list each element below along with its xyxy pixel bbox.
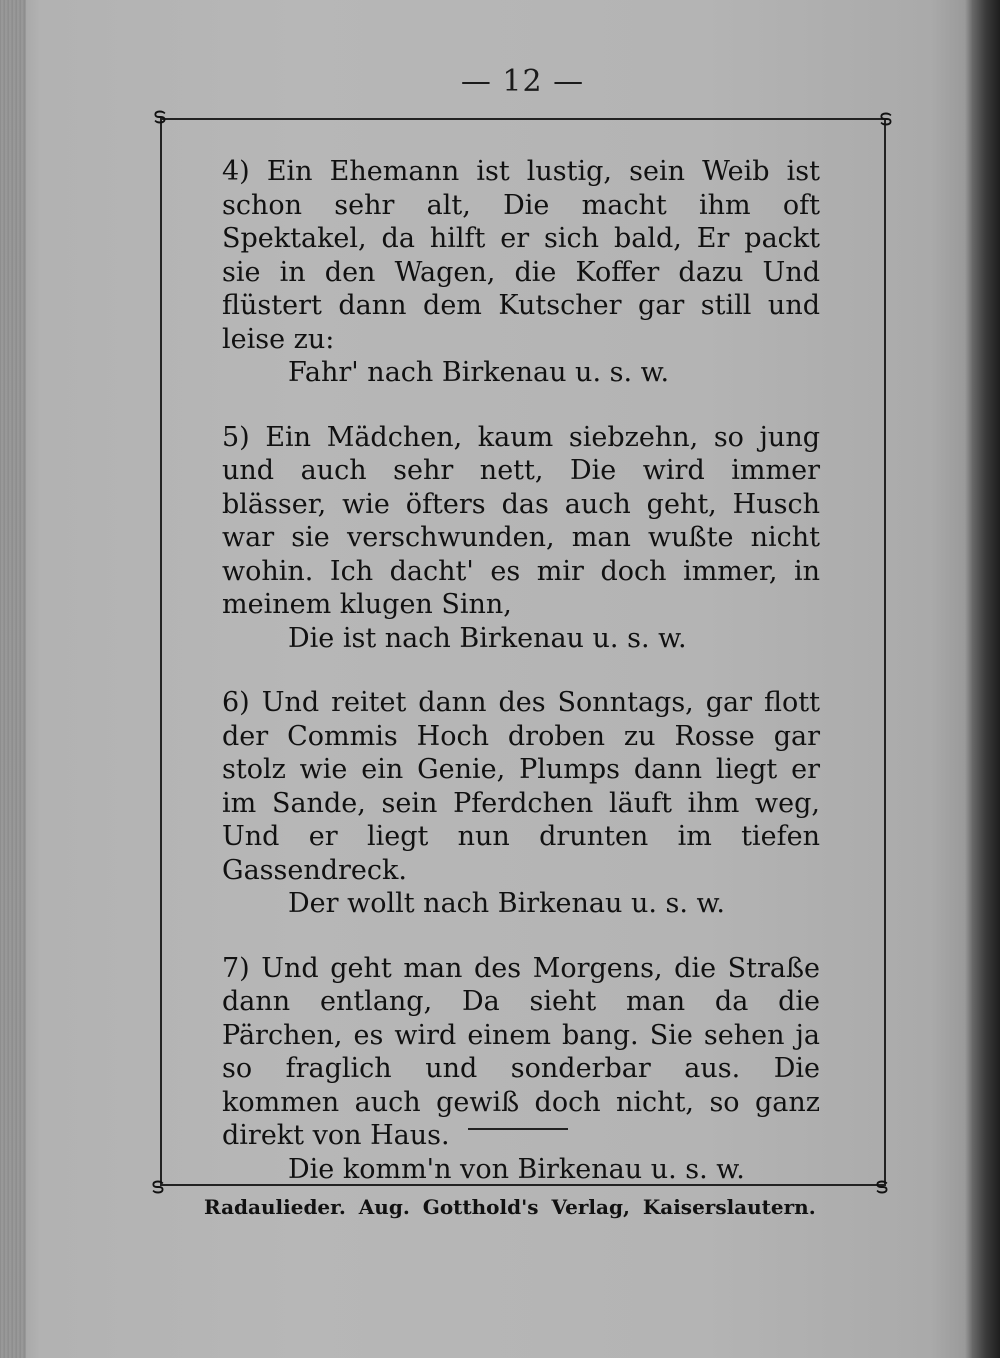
spiral-ornament-icon: ട xyxy=(150,1174,164,1199)
stanza-refrain: Die komm'n von Birkenau u. s. w. xyxy=(288,1153,745,1185)
stanza-refrain: Fahr' nach Birkenau u. s. w. xyxy=(288,357,670,388)
stanza-verse: 7) Und geht man des Morgens, die Straße dann entlang, Da sieht man da die Pärchen, es wird einem bang. Sie sehen ja so fraglich und sonderbar aus. Die kommen auch gewiß doch nicht, so ganz direkt von Haus. xyxy=(222,952,820,1151)
stanza-refrain: Die ist nach Birkenau u. s. w. xyxy=(288,622,687,654)
song-text xyxy=(222,155,820,1217)
page-stack-edge xyxy=(0,0,26,1358)
stanza xyxy=(222,686,820,921)
stanza-refrain: Der wollt nach Birkenau u. s. w. xyxy=(288,888,726,919)
stanza xyxy=(222,155,820,390)
stanza-verse: 6) Und reitet dann des Sonntags, gar flott der Commis Hoch droben zu Rosse gar stolz wie ein Genie, Plumps dann liegt er im Sande, sein Pferdchen läuft ihm weg, Und er liegt nun drunten im tiefen Gassendreck. xyxy=(222,687,820,886)
spiral-ornament-icon: ട xyxy=(152,104,166,129)
end-rule xyxy=(468,1128,568,1130)
stanza xyxy=(222,952,820,1187)
page-number: — 12 — xyxy=(460,64,585,99)
spiral-ornament-icon: ട xyxy=(878,106,892,131)
stanza-verse: 4) Ein Ehemann ist lustig, sein Weib ist schon sehr alt, Die macht ihm oft Spektakel, da hilft er sich bald, Er packt sie in den Wagen, die Koffer dazu Und flüstert dann dem Kutscher gar still und leise zu: xyxy=(222,156,820,355)
book-cover-edge xyxy=(972,0,1000,1358)
stanza xyxy=(222,421,820,656)
spiral-ornament-icon: ട xyxy=(874,1174,888,1199)
stanza-verse: 5) Ein Mädchen, kaum siebzehn, so jung und auch sehr nett, Die wird immer blässer, wie öfters das auch geht, Husch war sie verschwunden, man wußte nicht wohin. Ich dacht' es mir doch immer, in meinem klugen Sinn, xyxy=(222,421,820,620)
publisher-footer: Radaulieder. Aug. Gotthold's Verlag, Kaiserslautern. xyxy=(204,1195,816,1219)
